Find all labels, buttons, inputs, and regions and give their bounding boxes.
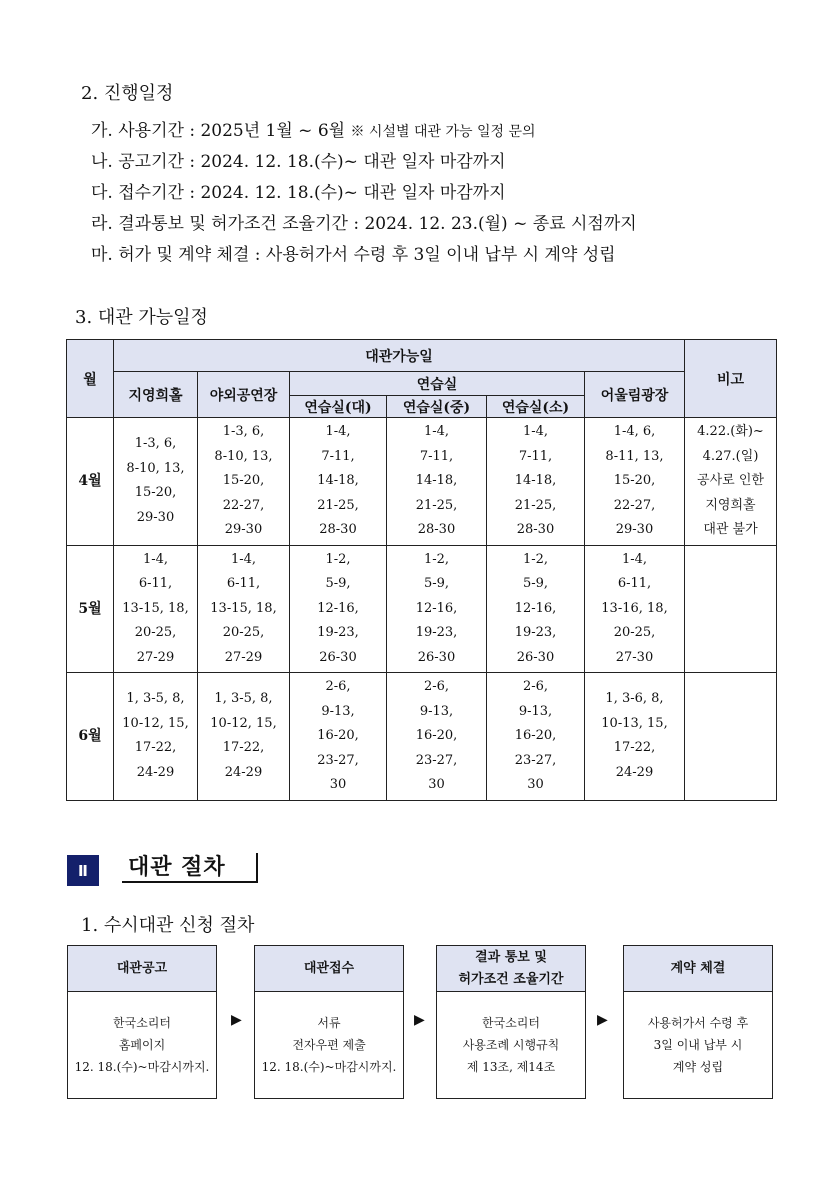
header-practice-large: 연습실(대) [290, 396, 387, 418]
header-remarks: 비고 [685, 340, 777, 418]
month-cell: 4월 [67, 418, 114, 546]
header-practice: 연습실 [290, 372, 585, 396]
plaza-dates: 1-4, 6, 8-11, 13, 15-20, 22-27, 29-30 [585, 418, 685, 546]
step-body: 사용허가서 수령 후 3일 이내 납부 시 계약 성립 [647, 1016, 749, 1074]
step-head: 대관공고 [68, 946, 216, 992]
header-plaza: 어울림광장 [585, 372, 685, 418]
schedule-line-announce: 나. 공고기간 : 2024. 12. 18.(수)~ 대관 일자 마감까지 [91, 152, 506, 172]
hall-dates: 1-4, 6-11, 13-15, 18, 20-25, 27-29 [114, 545, 198, 673]
chapter-title: 대관 절차 [122, 853, 258, 883]
chapter-number-badge: Ⅱ [67, 855, 99, 886]
outdoor-dates: 1-4, 6-11, 13-15, 18, 20-25, 27-29 [198, 545, 290, 673]
step-head: 결과 통보 및 허가조건 조율기간 [437, 946, 585, 992]
step-result [436, 945, 586, 1099]
schedule-line-usage [91, 116, 536, 141]
practice-mid-dates: 1-2, 5-9, 12-16, 19-23, 26-30 [387, 545, 487, 673]
month-cell: 6월 [67, 673, 114, 801]
table-row [67, 545, 777, 673]
table-row [67, 418, 777, 546]
plaza-dates: 1, 3-6, 8, 10-13, 15, 17-22, 24-29 [585, 673, 685, 801]
step-receipt [254, 945, 404, 1099]
header-outdoor: 야외공연장 [198, 372, 290, 418]
header-month: 월 [67, 340, 114, 418]
arrow-icon: ▶ [597, 1012, 608, 1028]
remark-cell: 4.22.(화)~ 4.27.(일) 공사로 인한 지영희홀 대관 불가 [685, 418, 777, 546]
step-body: 한국소리터 홈페이지 12. 18.(수)~마감시까지. [74, 1016, 210, 1074]
practice-small-dates: 1-4, 7-11, 14-18, 21-25, 28-30 [487, 418, 585, 546]
step-announcement [67, 945, 217, 1099]
usage-period-note: ※ 시설별 대관 가능 일정 문의 [350, 124, 536, 140]
practice-small-dates: 2-6, 9-13, 16-20, 23-27, 30 [487, 673, 585, 801]
header-available: 대관가능일 [114, 340, 685, 372]
schedule-line-receipt: 다. 접수기간 : 2024. 12. 18.(수)~ 대관 일자 마감까지 [91, 183, 506, 203]
step-contract [623, 945, 773, 1099]
hall-dates: 1, 3-5, 8, 10-12, 15, 17-22, 24-29 [114, 673, 198, 801]
schedule-line-result: 라. 결과통보 및 허가조건 조율기간 : 2024. 12. 23.(월) ~ 종료 시점까지 [91, 214, 637, 234]
practice-small-dates: 1-2, 5-9, 12-16, 19-23, 26-30 [487, 545, 585, 673]
plaza-dates: 1-4, 6-11, 13-16, 18, 20-25, 27-30 [585, 545, 685, 673]
practice-mid-dates: 2-6, 9-13, 16-20, 23-27, 30 [387, 673, 487, 801]
outdoor-dates: 1-3, 6, 8-10, 13, 15-20, 22-27, 29-30 [198, 418, 290, 546]
practice-mid-dates: 1-4, 7-11, 14-18, 21-25, 28-30 [387, 418, 487, 546]
step-body: 한국소리터 사용조례 시행규칙 제 13조, 제14조 [462, 1016, 560, 1074]
practice-large-dates: 1-2, 5-9, 12-16, 19-23, 26-30 [290, 545, 387, 673]
arrow-icon: ▶ [231, 1012, 242, 1028]
header-practice-small: 연습실(소) [487, 396, 585, 418]
header-practice-mid: 연습실(중) [387, 396, 487, 418]
availability-table [66, 339, 777, 801]
remark-cell [685, 545, 777, 673]
month-cell: 5월 [67, 545, 114, 673]
practice-large-dates: 1-4, 7-11, 14-18, 21-25, 28-30 [290, 418, 387, 546]
section-title-schedule: 2. 진행일정 [81, 83, 174, 104]
step-head: 계약 체결 [624, 946, 772, 992]
procedure-title: 1. 수시대관 신청 절차 [81, 915, 255, 936]
outdoor-dates: 1, 3-5, 8, 10-12, 15, 17-22, 24-29 [198, 673, 290, 801]
step-head: 대관접수 [255, 946, 403, 992]
schedule-line-contract: 마. 허가 및 계약 체결 : 사용허가서 수령 후 3일 이내 납부 시 계약 성립 [91, 245, 616, 265]
section-title-availability: 3. 대관 가능일정 [75, 307, 208, 328]
step-body: 서류 전자우편 제출 12. 18.(수)~마감시까지. [261, 1016, 397, 1074]
usage-period-text: 가. 사용기간 : 2025년 1월 ~ 6월 [91, 121, 351, 141]
arrow-icon: ▶ [414, 1012, 425, 1028]
hall-dates: 1-3, 6, 8-10, 13, 15-20, 29-30 [114, 418, 198, 546]
table-row [67, 673, 777, 801]
practice-large-dates: 2-6, 9-13, 16-20, 23-27, 30 [290, 673, 387, 801]
header-hall: 지영희홀 [114, 372, 198, 418]
remark-cell [685, 673, 777, 801]
